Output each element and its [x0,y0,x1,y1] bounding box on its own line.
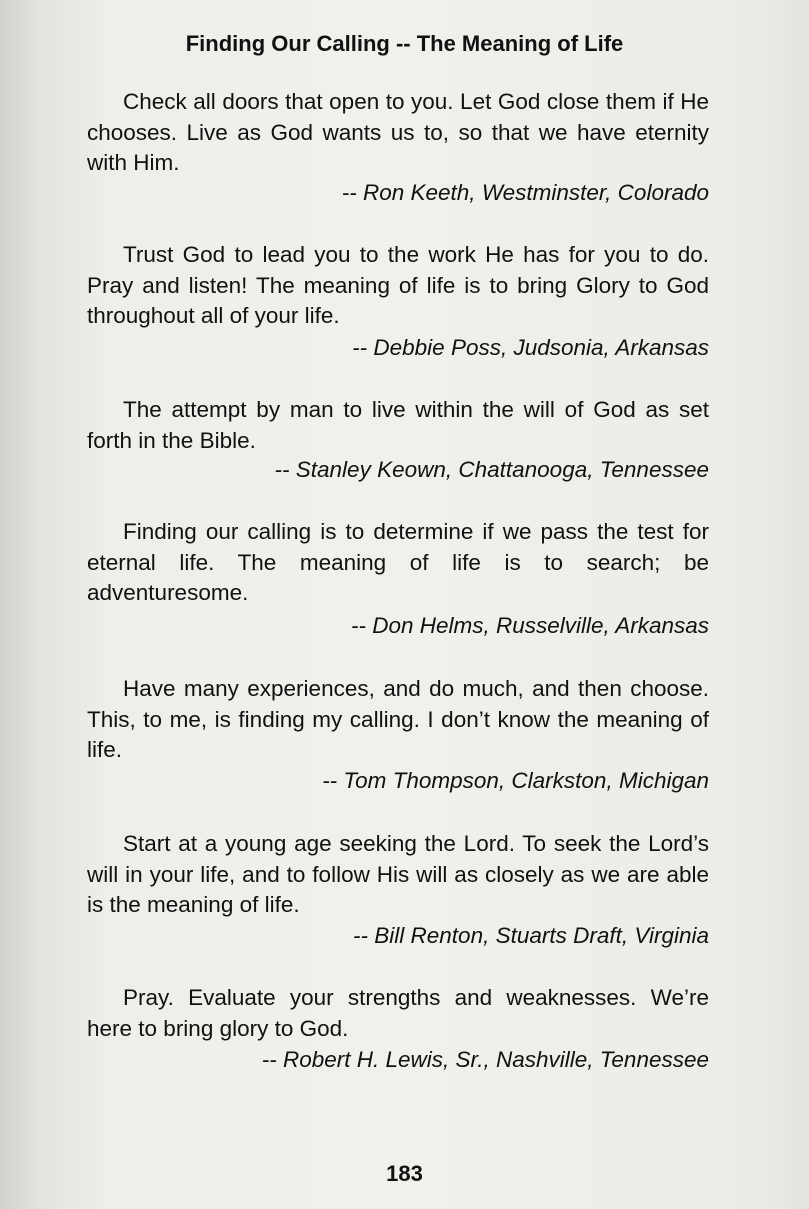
entry-attribution: -- Tom Thompson, Clarkston, Michigan [322,768,709,793]
entry-text: Trust God to lead you to the work He has for you to do. Pray and listen! The meaning of life is to bring Glory to God throughout all of your life. [87,242,709,328]
entry-text: Have many experiences, and do much, and then choose. This, to me, is finding my calling. I don’t know the meaning of life. [87,676,709,762]
entry-text: Pray. Evaluate your strengths and weaknesses. We’re here to bring glory to God. [87,985,709,1041]
entry-attribution: -- Robert H. Lewis, Sr., Nashville, Tennessee [261,1047,709,1072]
page-title: Finding Our Calling -- The Meaning of Life [185,31,624,56]
entry-attribution: -- Ron Keeth, Westminster, Colorado [341,180,709,205]
entry-text: Check all doors that open to you. Let God close them if He chooses. Live as God wants us to, so that we have eternity with Him. [87,89,709,175]
entry-attribution: -- Debbie Poss, Judsonia, Arkansas [352,335,709,360]
entry-text: The attempt by man to live within the will of God as set forth in the Bible. [87,397,709,453]
entry-attribution: -- Bill Renton, Stuarts Draft, Virginia [353,923,709,948]
entry-text: Finding our calling is to determine if we pass the test for eternal life. The meaning of life is to search; be adventuresome. [87,519,709,605]
entry-attribution: -- Don Helms, Russelville, Arkansas [350,613,709,638]
page-number: 183 [386,1161,423,1186]
entry-text: Start at a young age seeking the Lord. To seek the Lord’s will in your life, and to follow His will as closely as we are able is the meaning of life. [87,831,709,917]
entry-attribution: -- Stanley Keown, Chattanooga, Tennessee [274,457,709,482]
